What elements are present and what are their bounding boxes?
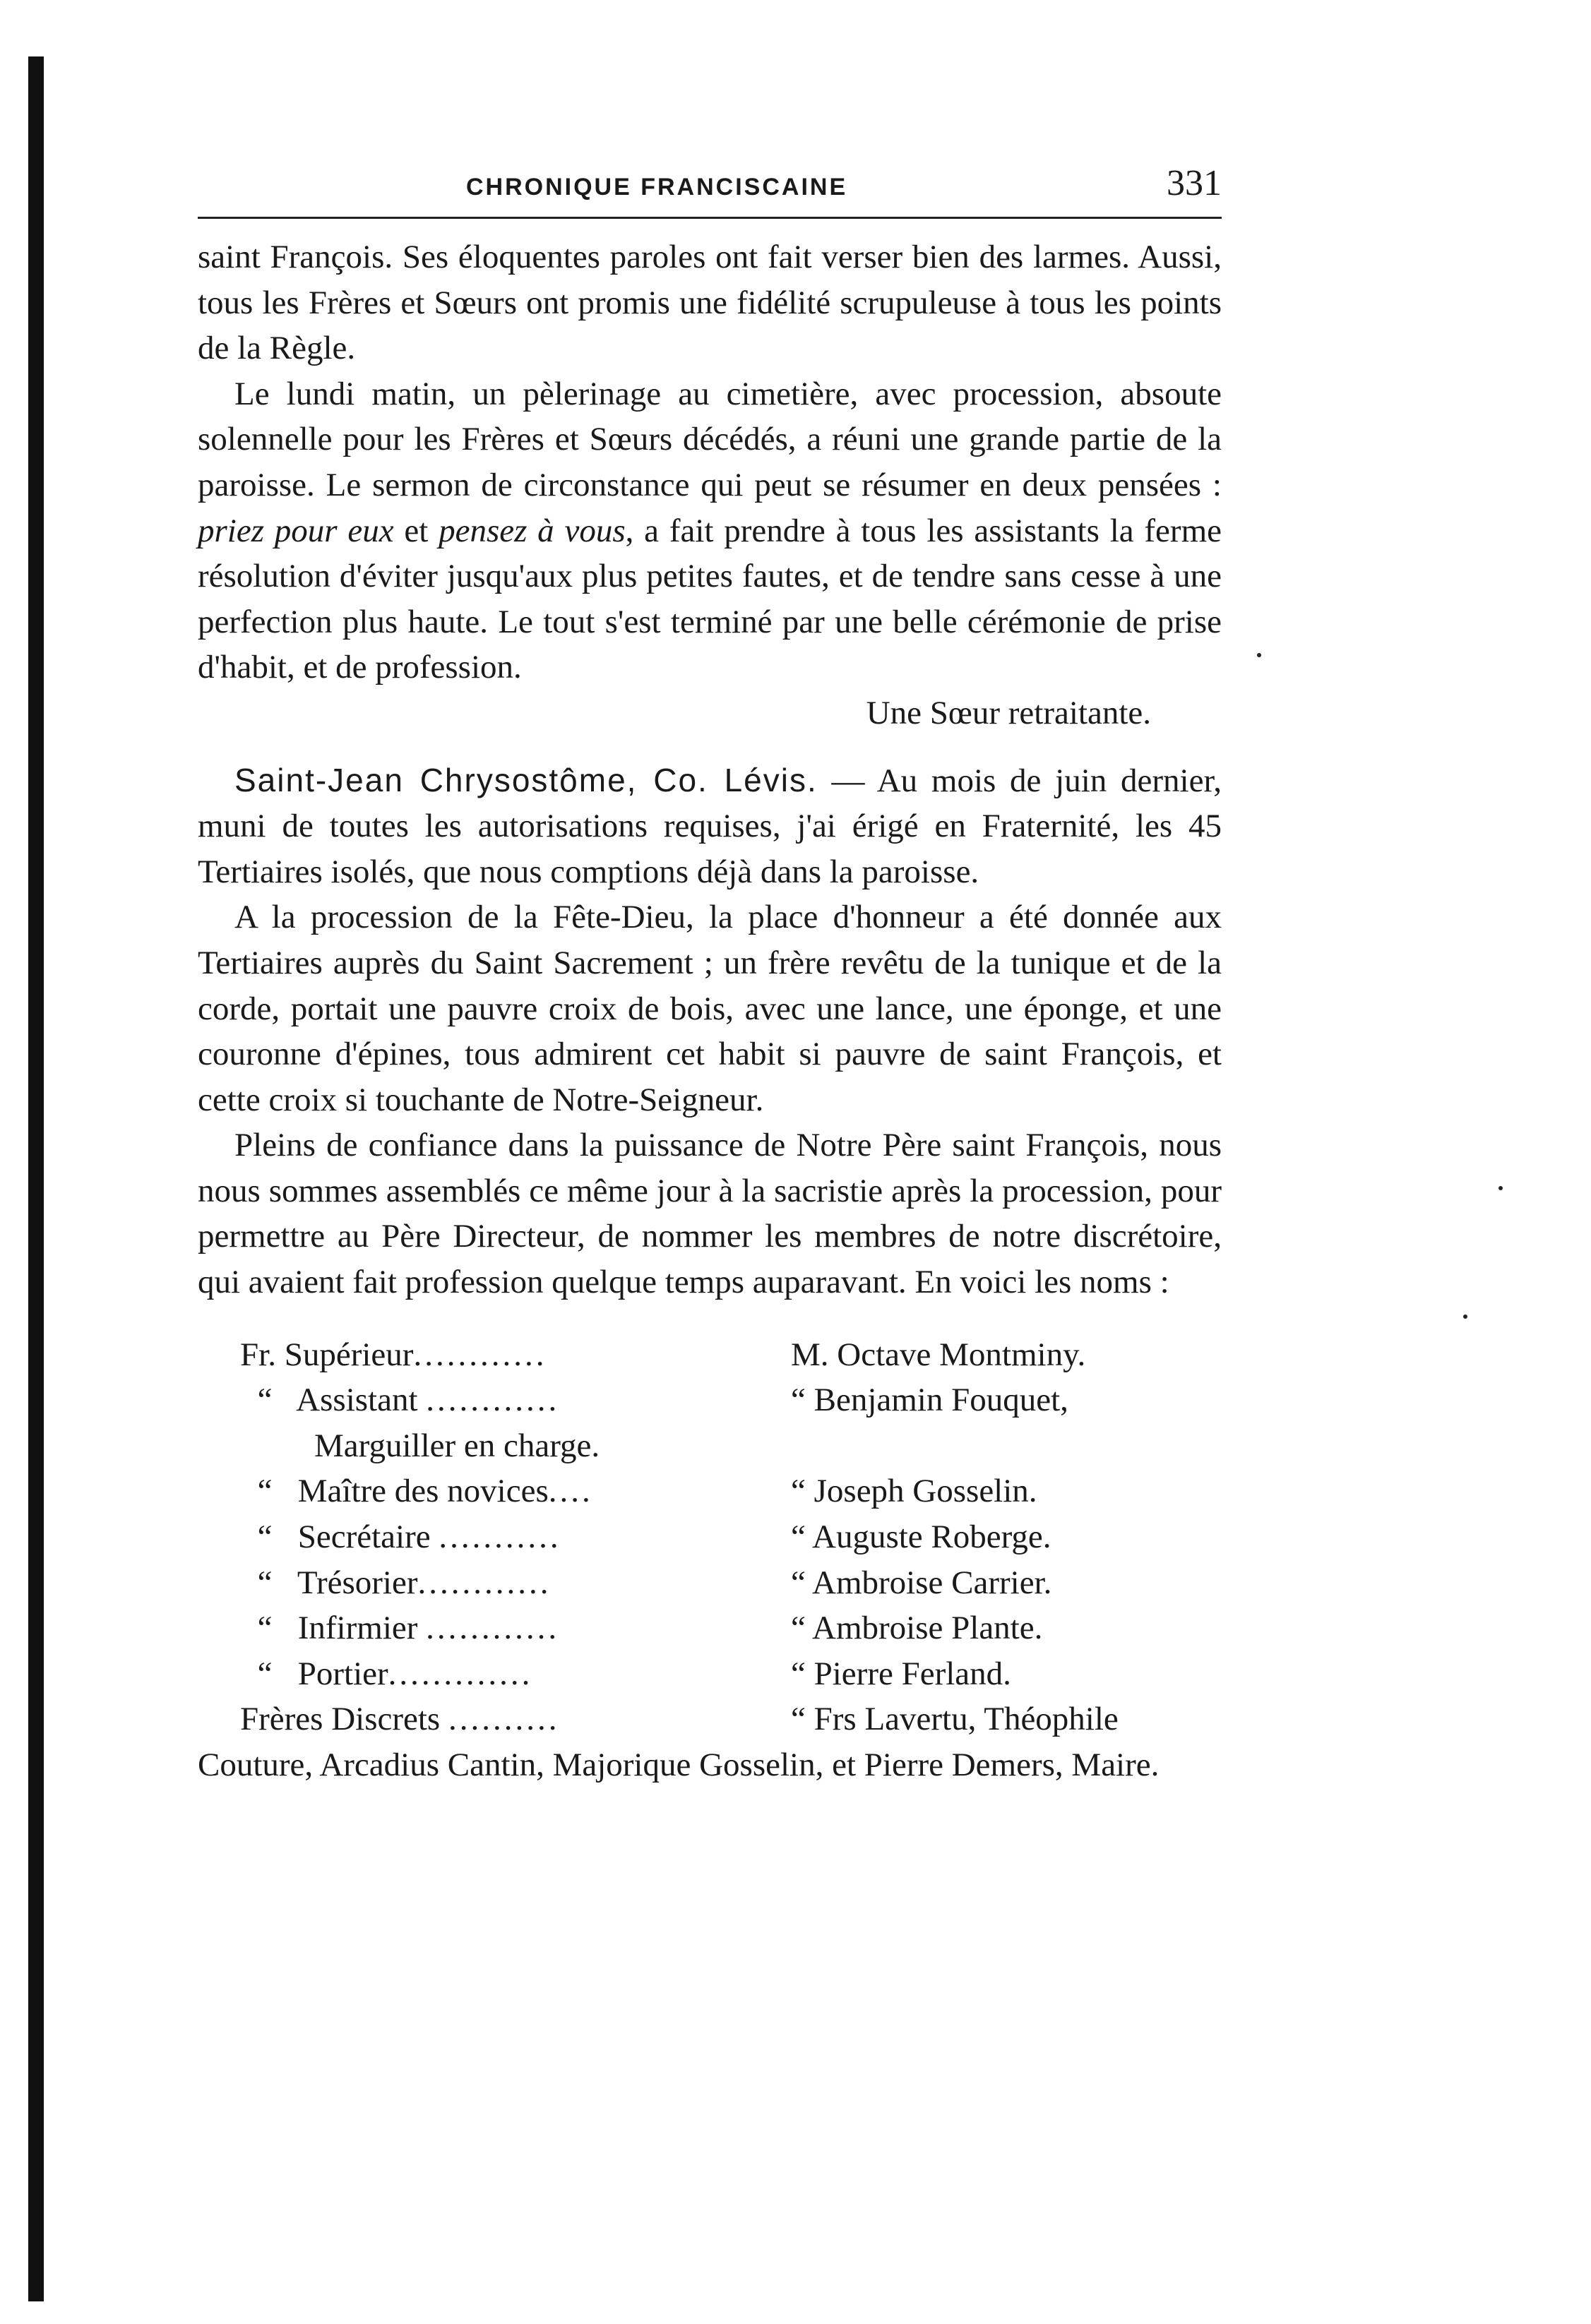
roster-name: “ Frs Lavertu, Théophile: [791, 1701, 1119, 1738]
roster-leaders: ............: [417, 1564, 552, 1601]
paragraph-2-part-a: Le lundi matin, un pèlerinage au cimetière, avec procession, absoute solennelle pour les Frères et Sœurs décédés, a réuni une grande partie de la paroisse. Le sermon de circonstance qui peut se résumer en deux pensées :: [198, 375, 1222, 503]
paragraph-4: A la procession de la Fête-Dieu, la place d'honneur a été donnée aux Tertiaires auprès du Saint Sacrement ; un frère revêtu de la tunique et de la corde, portait une pauvre croix de bois, avec une lance, une éponge, et une couronne d'épines, tous admirent cet habit si pauvre de saint François, et cette croix si touchante de Notre-Seigneur.: [198, 899, 1222, 1118]
running-title: CHRONIQUE FRANCISCAINE: [466, 174, 848, 200]
body-text: [198, 234, 1222, 1305]
roster-leaders: ....: [548, 1473, 593, 1510]
roster-prefix: “: [257, 1610, 273, 1647]
roster-role: Portier: [297, 1655, 388, 1692]
roster-leaders: .............: [388, 1655, 533, 1692]
roster-row: [198, 1696, 1222, 1742]
roster-name: “ Auguste Roberge.: [791, 1519, 1051, 1556]
page-header: [198, 162, 1222, 219]
roster-row: [198, 1423, 1222, 1469]
roster-role: Infirmier: [297, 1610, 418, 1647]
scan-speck: [1257, 653, 1261, 657]
roster-role: Frères Discrets: [240, 1701, 441, 1738]
paragraph-2-part-b: et: [393, 512, 439, 549]
roster-leaders: ............: [426, 1610, 560, 1647]
section-title: Saint-Jean Chrysostôme, Co. Lévis.: [234, 761, 818, 798]
roster-role: Trésorier: [297, 1564, 418, 1601]
roster-leaders: ............: [426, 1382, 560, 1419]
roster-role: Maître des novices: [297, 1473, 549, 1510]
discretoire-roster: [198, 1332, 1222, 1788]
roster-leaders: ...........: [439, 1519, 561, 1556]
roster-row: [198, 1468, 1222, 1514]
paragraph-3: [198, 757, 1222, 895]
roster-row: [198, 1332, 1222, 1378]
roster-row: [198, 1560, 1222, 1606]
roster-prefix: “: [257, 1564, 273, 1601]
paragraph-1: saint François. Ses éloquentes paroles ont fait verser bien des larmes. Aussi, tous les Frères et Sœurs ont promis une fidélité scrupuleuse à tous les points de la Règle.: [198, 239, 1222, 367]
roster-continuation: Couture, Arcadius Cantin, Majorique Gosselin, et Pierre Demers, Maire.: [198, 1747, 1160, 1783]
roster-prefix: “: [257, 1655, 273, 1692]
roster-role: Marguiller en charge.: [314, 1427, 600, 1464]
roster-row: [198, 1651, 1222, 1697]
roster-row: [198, 1514, 1222, 1560]
roster-name: “ Joseph Gosselin.: [791, 1473, 1037, 1510]
roster-role: Assistant: [296, 1382, 418, 1419]
roster-leaders: ..........: [448, 1701, 560, 1738]
book-page: [198, 162, 1222, 1788]
roster-name: “ Ambroise Carrier.: [791, 1564, 1052, 1601]
roster-name: “ Ambroise Plante.: [791, 1610, 1043, 1647]
italic-phrase-priez: priez pour eux: [198, 512, 394, 549]
paragraph-5: Pleins de confiance dans la puissance de Notre Père saint François, nous nous sommes assemblés ce même jour à la sacristie après la procession, pour permettre au Père Directeur, de nommer les membres de notre discrétoire, qui avaient fait profession quelque temps auparavant. En voici les noms :: [198, 1127, 1222, 1301]
roster-role: Supérieur: [284, 1336, 414, 1373]
roster-row: [198, 1605, 1222, 1651]
roster-name: “ Pierre Ferland.: [791, 1655, 1011, 1692]
roster-prefix: Fr.: [240, 1336, 276, 1373]
roster-name: M. Octave Montminy.: [791, 1336, 1086, 1373]
roster-leaders: ............: [413, 1336, 547, 1373]
scan-binding-edge: [28, 56, 44, 2301]
paragraph-2-part-c: , a fait prendre à tous les assistants la ferme résolution d'éviter jusqu'aux plus petites fautes, et de tendre sans cesse à une perfection plus haute. Le tout s'est terminé par une belle cérémonie de prise d'habit, et de profession.: [198, 512, 1222, 686]
roster-row: [198, 1377, 1222, 1423]
paragraph-2: [198, 371, 1222, 690]
roster-prefix: “: [257, 1519, 273, 1556]
page-number: 331: [1167, 163, 1222, 203]
scan-speck: [1463, 1314, 1467, 1319]
roster-prefix: “: [257, 1473, 273, 1510]
paragraph-3-text: — Au mois de juin dernier, muni de toutes les autorisations requises, j'ai érigé en Fraternité, les 45 Tertiaires isolés, que nous comptions déjà dans la paroisse.: [198, 762, 1222, 890]
signature: Une Sœur retraitante.: [866, 694, 1151, 731]
italic-phrase-pensez: pensez à vous: [439, 512, 626, 549]
scan-speck: [1498, 1186, 1503, 1190]
roster-prefix: “: [257, 1382, 273, 1419]
roster-name: “ Benjamin Fouquet,: [791, 1382, 1068, 1419]
roster-role: Secrétaire: [297, 1519, 431, 1556]
